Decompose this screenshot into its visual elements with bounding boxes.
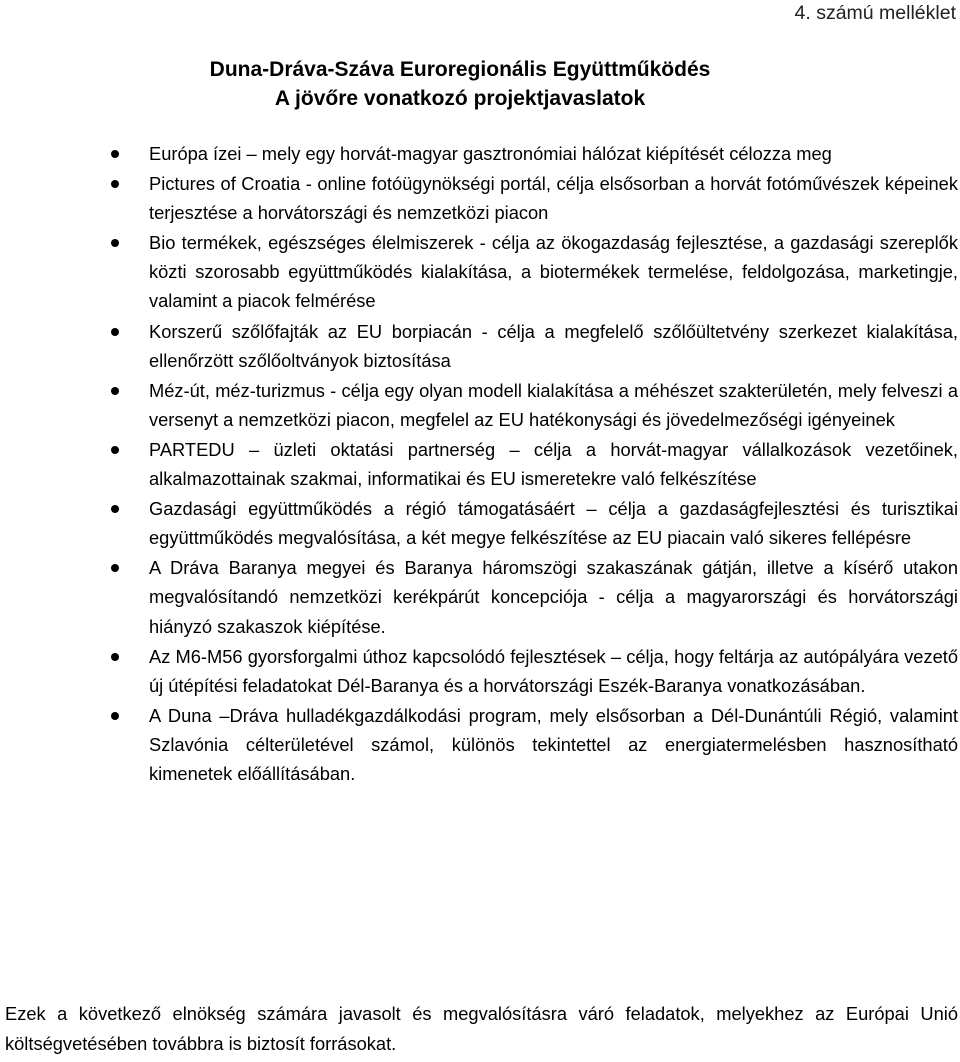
bullet-icon [111, 505, 119, 513]
bullet-icon [111, 387, 119, 395]
list-item [149, 701, 958, 788]
list-item [149, 553, 958, 640]
list-item [149, 642, 958, 700]
document-title [0, 55, 920, 113]
list-item-text: Gazdasági együttműködés a régió támogatásáért – célja a gazdaságfejlesztési és turisztikai együttműködés megvalósítása, a két megye felkészítése az EU piacain való sikeres fellépésre [149, 498, 958, 549]
bullet-icon [111, 712, 119, 720]
list-item [149, 494, 958, 552]
bullet-icon [111, 180, 119, 188]
title-line-2: A jövőre vonatkozó projektjavaslatok [274, 87, 646, 110]
bullet-icon [111, 446, 119, 454]
project-proposal-list [149, 139, 958, 789]
list-item-text: Méz-út, méz-turizmus - célja egy olyan modell kialakítása a méhészet szakterületén, mely felveszi a versenyt a nemzetközi piacon, megfelel az EU hatékonysági és jövedelmezőségi igényeinek [149, 379, 958, 430]
list-item [149, 317, 958, 375]
list-item-text: A Duna –Dráva hulladékgazdálkodási program, mely elsősorban a Dél-Dunántúli Régió, valamint Szlavónia célterületével számol, különös tekintettel az energiatermelésben hasznosítható kimenetek előállításában. [149, 704, 958, 784]
list-item-text: Pictures of Croatia - online fotóügynökségi portál, célja elsősorban a horvát fotóművészek képeinek terjesztése a horvátországi és nemzetközi piacon [149, 173, 958, 224]
list-item-text: Korszerű szőlőfajták az EU borpiacán - célja a megfelelő szőlőültetvény szerkezet kialakítása, ellenőrzött szőlőoltványok biztosítása [149, 320, 958, 371]
list-item-text: Bio termékek, egészséges élelmiszerek - célja az ökogazdaság fejlesztése, a gazdasági szereplők közti szorosabb együttműködés kialakítása, a biotermékek termelése, feldolgozása, marketingje, valamint a piacok felmérése [149, 232, 958, 312]
annex-label: 4. számú melléklet [794, 2, 956, 24]
list-item-text: PARTEDU – üzleti oktatási partnerség – célja a horvát-magyar vállalkozások vezetőinek, alkalmazottainak szakmai, informatikai és EU ismeretekre való felkészítése [149, 438, 958, 490]
bullet-icon [111, 150, 119, 158]
list-item [149, 435, 958, 493]
bullet-icon [111, 239, 119, 247]
list-item [149, 139, 958, 168]
list-item [149, 376, 958, 434]
list-item-text: Az M6-M56 gyorsforgalmi úthoz kapcsolódó fejlesztések – célja, hogy feltárja az autópályára vezető új útépítési feladatokat Dél-Baranya és a horvátországi Eszék-Baranya vonatkozásában. [149, 645, 958, 696]
title-line-1: Duna-Dráva-Száva Euroregionális Együttműködés [209, 58, 711, 81]
closing-paragraph: Ezek a következő elnökség számára javasolt és megvalósításra váró feladatok, melyekhez az Európai Unió költségvetésében továbbra is biztosít forrásokat. [5, 1003, 958, 1054]
list-item-text: A Dráva Baranya megyei és Baranya háromszögi szakaszának gátján, illetve a kísérő utakon megvalósítandó nemzetközi kerékpárút koncepciója - célja a magyarországi és horvátországi hiányzó szakaszok kiépítése. [149, 557, 958, 637]
list-item [149, 169, 958, 227]
bullet-icon [111, 564, 119, 572]
bullet-icon [111, 653, 119, 661]
list-item-text: Európa ízei – mely egy horvát-magyar gasztronómiai hálózat kiépítését célozza meg [149, 143, 832, 164]
list-item [149, 228, 958, 315]
bullet-icon [111, 328, 119, 336]
